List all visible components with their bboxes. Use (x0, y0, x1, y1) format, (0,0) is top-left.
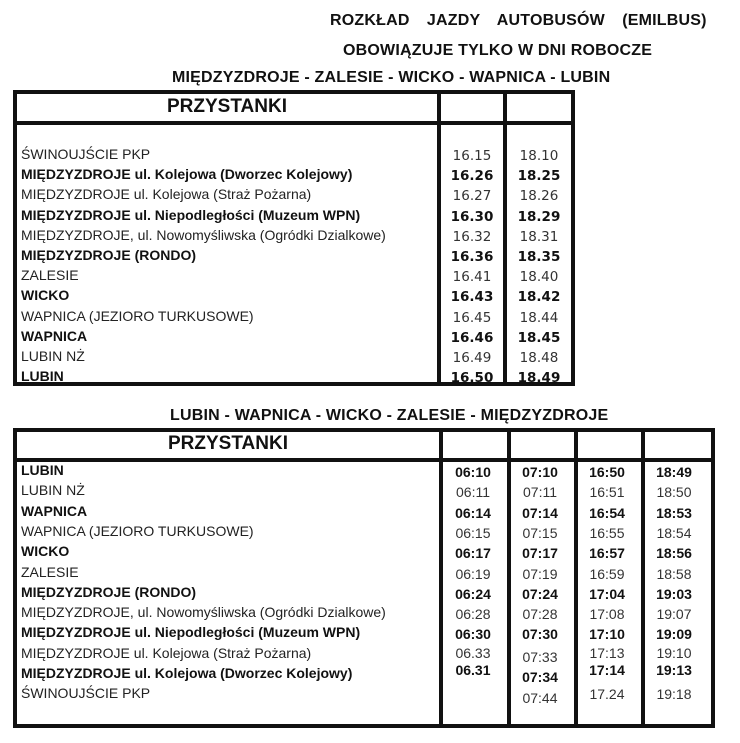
stop-name: LUBIN (21, 368, 64, 385)
stops-column-header: PRZYSTANKI (168, 433, 288, 454)
header-divider (17, 458, 711, 462)
departure-time: 16.15 (452, 148, 492, 164)
departure-time: 18.44 (519, 309, 559, 326)
route1-timetable (13, 90, 575, 386)
departure-time: 18.35 (517, 249, 561, 265)
departure-time: 07:11 (523, 484, 557, 501)
departure-time: 19:13 (656, 662, 692, 678)
departure-time: 18.42 (517, 289, 561, 306)
departure-time: 18.49 (517, 370, 561, 387)
departure-time: 06.31 (455, 662, 491, 678)
departure-time: 06:30 (455, 626, 491, 643)
departure-time: 06:15 (455, 524, 491, 541)
departure-time: 19:18 (656, 686, 692, 703)
departure-time: 16:51 (589, 484, 625, 501)
stop-name: WICKO (21, 287, 70, 304)
departure-time: 07:33 (522, 648, 558, 665)
stop-name: MIĘDZYZDROJE (RONDO) (21, 247, 196, 263)
departure-time: 19:09 (656, 626, 692, 643)
stop-name: MIĘDZYZDROJE ul. Kolejowa (Straż Pożarna) (21, 644, 312, 661)
route2-title: LUBIN - WAPNICA - WICKO - ZALESIE - MIĘDZYZDROJE (170, 407, 609, 424)
departure-time: 16:54 (589, 504, 625, 521)
stop-name: ŚWINOUJŚCIE PKP (21, 146, 151, 162)
departure-time: 06:11 (456, 484, 490, 501)
stop-name: MIĘDZYZDROJE (RONDO) (21, 583, 196, 600)
stop-name: MIĘDZYZDROJE, ul. Nowomyśliwska (Ogródki Dzialkowe) (21, 226, 386, 243)
departure-time: 16.27 (452, 188, 492, 205)
departure-time: 07:28 (522, 606, 558, 623)
stop-name: MIĘDZYZDROJE, ul. Nowomyśliwska (Ogródki Dzialkowe) (21, 604, 386, 621)
departure-time: 17:04 (589, 585, 625, 602)
departure-time: 16.45 (452, 309, 492, 326)
stops-column-header: PRZYSTANKI (167, 96, 287, 117)
departure-time: 16.26 (450, 168, 494, 185)
departure-time: 16.30 (450, 208, 494, 225)
departure-time: 16.49 (452, 350, 492, 366)
departure-time: 06:17 (455, 545, 491, 562)
departure-time: 07:19 (522, 565, 558, 582)
departure-time: 06:14 (455, 504, 491, 521)
stop-name: LUBIN NŻ (21, 482, 85, 499)
departure-time: 07:15 (522, 524, 558, 541)
departure-time: 19:07 (656, 606, 692, 623)
stop-name: MIĘDZYZDROJE ul. Niepodległości (Muzeum WPN) (21, 206, 361, 223)
departure-time: 18:54 (656, 524, 692, 541)
stop-name: WAPNICA (21, 327, 88, 344)
departure-time: 16.50 (450, 370, 494, 387)
timetable-title: ROZKŁAD JAZDY AUTOBUSÓW (EMILBUS) (330, 12, 707, 29)
departure-time: 18.40 (519, 269, 559, 286)
departure-time: 07:10 (522, 464, 558, 480)
departure-time: 18.31 (519, 228, 559, 245)
departure-time: 19:10 (656, 644, 692, 661)
stop-name: MIĘDZYZDROJE ul. Kolejowa (Dworzec Kolejowy) (21, 665, 353, 681)
departure-time: 18:56 (656, 545, 692, 562)
route1-title: MIĘDZYZDROJE - ZALESIE - WICKO - WAPNICA - LUBIN (172, 69, 611, 86)
stop-name: MIĘDZYZDROJE ul. Kolejowa (Dworzec Kolejowy) (21, 166, 353, 183)
departure-time: 07:30 (522, 626, 558, 643)
stop-name: MIĘDZYZDROJE ul. Niepodległości (Muzeum WPN) (21, 624, 361, 641)
header-divider (17, 121, 571, 125)
departure-time: 06:28 (455, 606, 491, 623)
departure-time: 17:08 (589, 606, 625, 623)
departure-time: 16:59 (589, 565, 625, 582)
departure-time: 16:55 (589, 524, 625, 541)
departure-time: 18.29 (517, 208, 561, 225)
departure-time: 18.48 (519, 350, 559, 366)
departure-time: 07:34 (522, 669, 558, 685)
departure-time: 18.10 (519, 148, 559, 164)
departure-time: 07:24 (522, 585, 558, 602)
departure-time: 16:57 (589, 545, 625, 562)
departure-time: 16.46 (450, 329, 494, 346)
route2-timetable (13, 428, 715, 728)
departure-time: 18.45 (517, 329, 561, 346)
departure-time: 06.33 (455, 644, 491, 661)
stop-name: WICKO (21, 543, 70, 560)
departure-time: 18:49 (656, 464, 692, 480)
departure-time: 16.43 (450, 289, 494, 306)
departure-time: 17.24 (589, 686, 625, 703)
stop-name: ZALESIE (21, 563, 79, 580)
departure-time: 06:10 (455, 464, 491, 480)
stop-name: LUBIN (21, 462, 64, 478)
departure-time: 18:53 (656, 504, 692, 521)
stop-name: MIĘDZYZDROJE ul. Kolejowa (Straż Pożarna) (21, 186, 312, 203)
departure-time: 18:58 (656, 565, 692, 582)
departure-time: 07:17 (522, 545, 558, 562)
departure-time: 16.36 (450, 249, 494, 265)
column-divider (503, 94, 507, 382)
stop-name: WAPNICA (JEZIORO TURKUSOWE) (21, 522, 254, 539)
stop-name: LUBIN NŻ (21, 348, 85, 364)
departure-time: 18.25 (517, 168, 561, 185)
departure-time: 17:10 (589, 626, 625, 643)
departure-time: 18:50 (656, 484, 692, 501)
timetable-subtitle: OBOWIĄZUJE TYLKO W DNI ROBOCZE (343, 42, 653, 59)
stop-name: ŚWINOUJŚCIE PKP (21, 685, 151, 702)
departure-time: 06:24 (455, 585, 491, 602)
departure-time: 16.32 (452, 228, 492, 245)
departure-time: 17:14 (589, 662, 625, 678)
departure-time: 18.26 (519, 188, 559, 205)
stop-name: WAPNICA (21, 502, 88, 519)
stop-name: WAPNICA (JEZIORO TURKUSOWE) (21, 307, 254, 324)
departure-time: 17:13 (589, 644, 625, 661)
departure-time: 19:03 (656, 585, 692, 602)
departure-time: 07:14 (522, 504, 558, 521)
departure-time: 07:44 (522, 690, 558, 707)
departure-time: 06:19 (455, 565, 491, 582)
departure-time: 16.41 (452, 269, 492, 286)
departure-time: 16:50 (589, 464, 625, 480)
stop-name: ZALESIE (21, 267, 79, 284)
